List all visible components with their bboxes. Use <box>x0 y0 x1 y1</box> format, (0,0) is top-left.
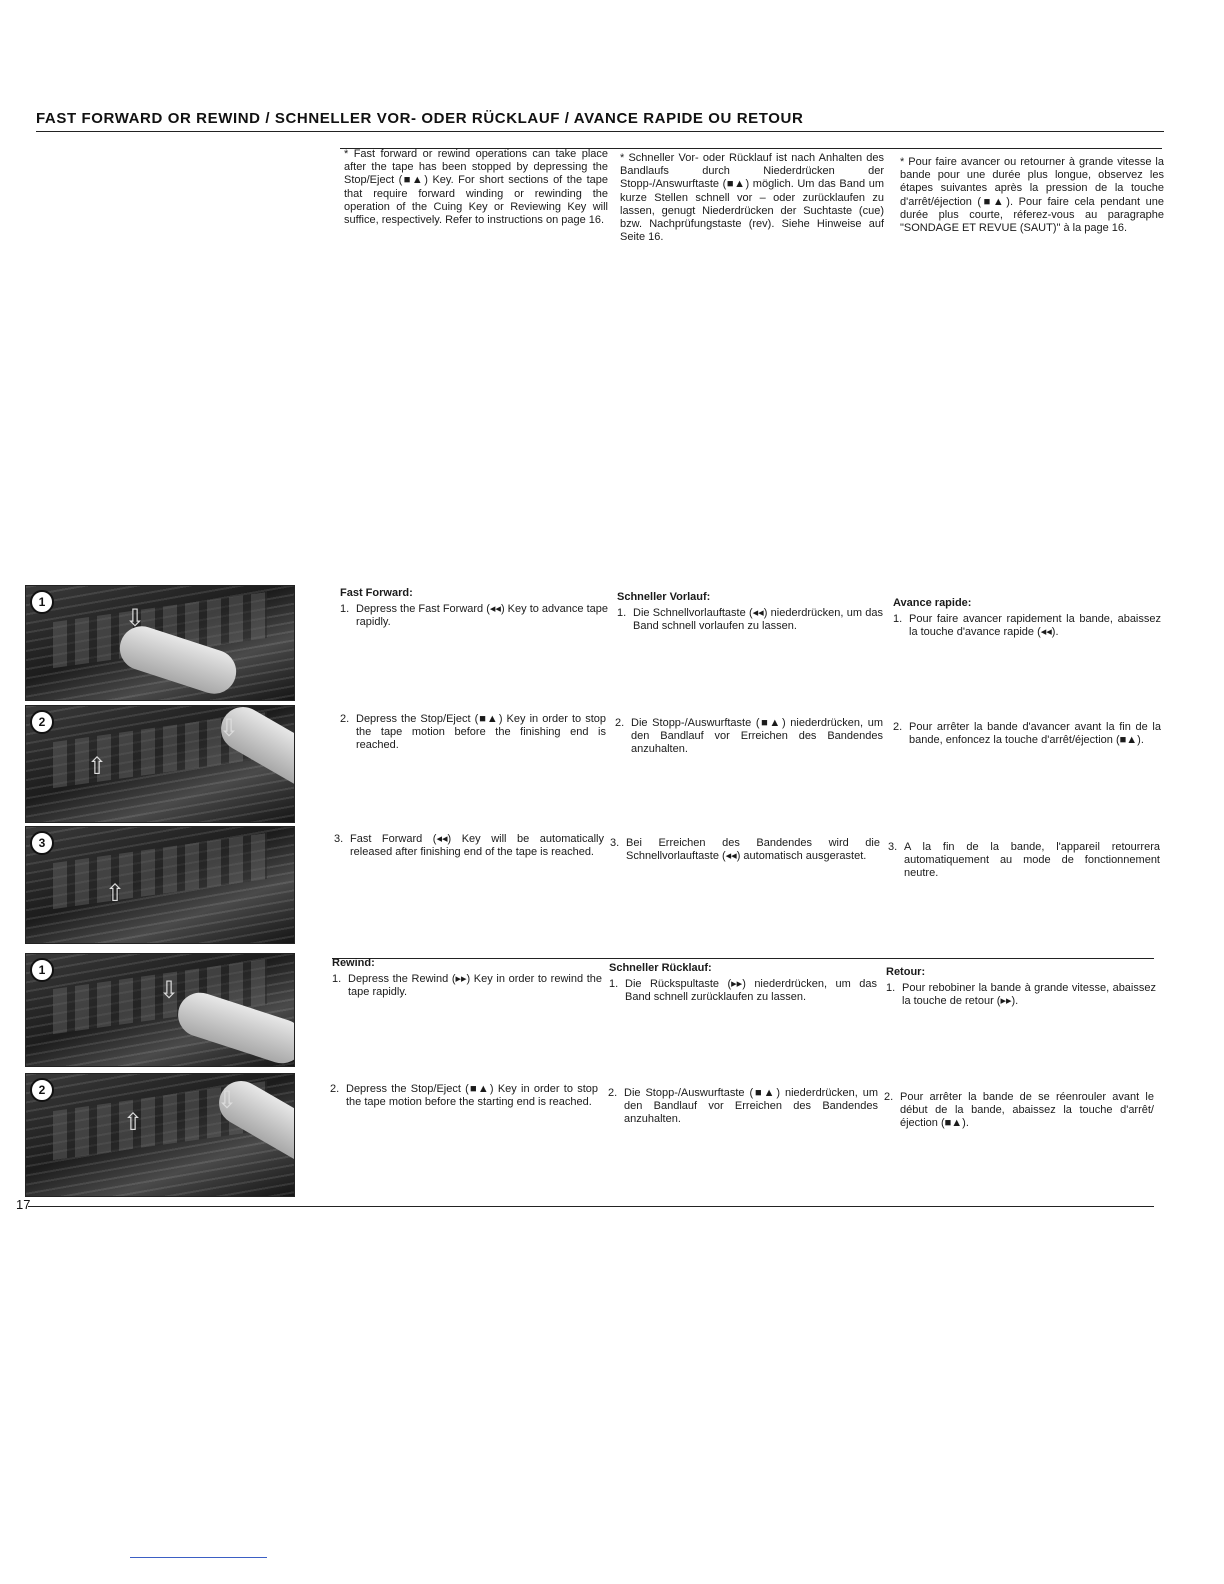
rewind-de <box>609 962 877 1005</box>
step-item <box>609 978 877 1004</box>
fast-forward-step-3-en <box>334 833 604 859</box>
step-item <box>884 1091 1154 1131</box>
step-item <box>615 717 883 757</box>
step-badge: 1 <box>30 958 54 982</box>
step-item <box>888 841 1160 881</box>
step-number: 1. <box>609 978 619 991</box>
step-text: Depress the Stop/Eject (■▲) Key in order to stop the tape motion before the finishing end is reached. <box>356 713 606 752</box>
step-text: Die Schnellvorlauftaste (◂◂) niederdrücken, um das Band schnell vorlaufen zu lassen. <box>633 607 883 633</box>
rewind-fr <box>886 966 1156 1009</box>
step-badge: 3 <box>30 831 54 855</box>
step-text: Die Rückspultaste (▸▸) niederdrücken, um das Band schnell zurücklaufen zu lassen. <box>625 978 877 1004</box>
fast-forward-step-3-de <box>610 837 880 863</box>
intro-en: * Fast forward or rewind operations can take place after the tape has been stopped by depressing the Stop/Eject (■▲) Key. For short sections of the tape that require forward winding or rewinding the operation of the Cuing Key or Reviewing Key will suffice, respectively. Refer to instructions on page 16. <box>344 148 608 227</box>
section-heading: Retour: <box>886 966 926 978</box>
step-number: 1. <box>893 613 903 626</box>
step-badge: 2 <box>30 710 54 734</box>
up-arrow-icon: ⇧ <box>86 753 108 780</box>
step-number: 1. <box>617 607 627 620</box>
step-text: Die Stopp-/Auswurftaste (■▲) niederdrücken, um den Bandlauf vor Erreichen des Bandendes anzuhalten. <box>631 717 883 756</box>
step-badge: 1 <box>30 590 54 614</box>
step-item <box>893 613 1161 639</box>
intro-fr: * Pour faire avancer ou retourner à grande vitesse la bande pour une durée plus longue, observez les étapes suivantes après la pression de la touche d'arrêt/éjection (■▲). Pour faire cela pendant une durée plus courte, réferez-vous au paragraphe "SONDAGE ET REVUE (SAUT)" à la page 16. <box>900 156 1164 235</box>
rewind-step-2-fr <box>884 1091 1154 1131</box>
step-number: 1. <box>340 603 350 616</box>
step-item <box>332 973 602 999</box>
fast-forward-step-2-en <box>340 713 606 753</box>
step-text: Fast Forward (◂◂) Key will be automatically released after finishing end of the tape is reached. <box>350 833 604 859</box>
step-number: 3. <box>888 841 898 853</box>
step-item <box>886 982 1156 1008</box>
step-text: Pour faire avancer rapidement la bande, abaissez la touche d'avance rapide (◂◂). <box>909 613 1161 639</box>
bottom-rule <box>28 1206 1154 1207</box>
fast-forward-step-2-de <box>615 717 883 757</box>
step-text: Die Stopp-/Auswurftaste (■▲) niederdrücken, um den Bandlauf vor Erreichen des Bandendes anzuhalten. <box>624 1087 878 1126</box>
photo-rewind-step-1 <box>25 953 295 1067</box>
fast-forward-de <box>617 591 883 634</box>
section-heading: Avance rapide: <box>893 597 972 609</box>
step-badge: 2 <box>30 1078 54 1102</box>
step-number: 2. <box>340 713 350 725</box>
step-item <box>893 721 1161 747</box>
down-arrow-icon: ⇩ <box>158 977 180 1004</box>
step-number: 3. <box>610 837 620 849</box>
footer-underline <box>130 1557 267 1558</box>
intro-de: * Schneller Vor- oder Rücklauf ist nach Anhalten des Bandlaufs durch Niederdrücken der Stopp-/Answurftaste (■▲) möglich. Um das Band um kurze Stellen schnell vor – oder zurücklaufen zu lassen, genugt Niederdrücken der Suchtaste (cue) bzw. Nachprüfungstaste (rev). Siehe Hinweise auf Seite 16. <box>620 152 884 244</box>
step-number: 2. <box>893 721 903 733</box>
photo-fast-forward-step-3 <box>25 826 295 944</box>
step-number: 1. <box>332 973 342 986</box>
rewind-en <box>332 957 602 1000</box>
step-number: 2. <box>615 717 625 729</box>
step-number: 3. <box>334 833 344 845</box>
up-arrow-icon: ⇧ <box>104 880 126 907</box>
page-number: 17 <box>16 1197 31 1212</box>
step-number: 1. <box>886 982 896 995</box>
rewind-step-2-en <box>330 1083 598 1109</box>
fast-forward-step-3-fr <box>888 841 1160 881</box>
step-text: Depress the Rewind (▸▸) Key in order to rewind the tape rapidly. <box>348 973 602 999</box>
step-text: Depress the Stop/Eject (■▲) Key in order to stop the tape motion before the starting end is reached. <box>346 1083 598 1109</box>
step-number: 2. <box>884 1091 894 1103</box>
step-text: A la fin de la bande, l'appareil retourrera automatiquement au mode de fonctionnement neutre. <box>904 841 1160 880</box>
step-text: Pour rebobiner la bande à grande vitesse, abaissez la touche de retour (▸▸). <box>902 982 1156 1008</box>
fast-forward-step-2-fr <box>893 721 1161 747</box>
fast-forward-fr <box>893 597 1161 640</box>
down-arrow-icon: ⇩ <box>124 605 146 632</box>
section-heading: Rewind: <box>332 957 375 969</box>
page-title: FAST FORWARD OR REWIND / SCHNELLER VOR- ODER RÜCKLAUF / AVANCE RAPIDE OU RETOUR <box>36 110 804 127</box>
photo-fast-forward-step-1 <box>25 585 295 701</box>
top-rule <box>36 131 1164 132</box>
rewind-step-2-de <box>608 1087 878 1127</box>
step-number: 2. <box>330 1083 340 1095</box>
down-arrow-icon: ⇩ <box>218 715 240 742</box>
photo-fast-forward-step-2 <box>25 705 295 823</box>
down-arrow-icon: ⇩ <box>216 1087 238 1114</box>
up-arrow-icon: ⇧ <box>122 1109 144 1136</box>
step-item <box>608 1087 878 1127</box>
step-item <box>610 837 880 863</box>
deck-panel <box>53 833 267 910</box>
section-heading: Fast Forward: <box>340 587 413 599</box>
photo-rewind-step-2 <box>25 1073 295 1197</box>
step-number: 2. <box>608 1087 618 1099</box>
step-item <box>340 603 608 629</box>
step-item <box>334 833 604 859</box>
step-text: Depress the Fast Forward (◂◂) Key to advance tape rapidly. <box>356 603 608 629</box>
step-item <box>617 607 883 633</box>
fast-forward-en <box>340 587 608 630</box>
section-heading: Schneller Rücklauf: <box>609 962 712 974</box>
step-text: Pour arrêter la bande d'avancer avant la fin de la bande, enfoncez la touche d'arrêt/éjection (■▲). <box>909 721 1161 747</box>
step-text: Bei Erreichen des Bandendes wird die Schnellvorlauftaste (◂◂) automatisch ausgerastet. <box>626 837 880 863</box>
section-heading: Schneller Vorlauf: <box>617 591 711 603</box>
step-item <box>330 1083 598 1109</box>
step-text: Pour arrêter la bande de se réenrouler avant le début de la bande, abaissez la touche d'arrêt/éjection (■▲). <box>900 1091 1154 1130</box>
step-item <box>340 713 606 753</box>
